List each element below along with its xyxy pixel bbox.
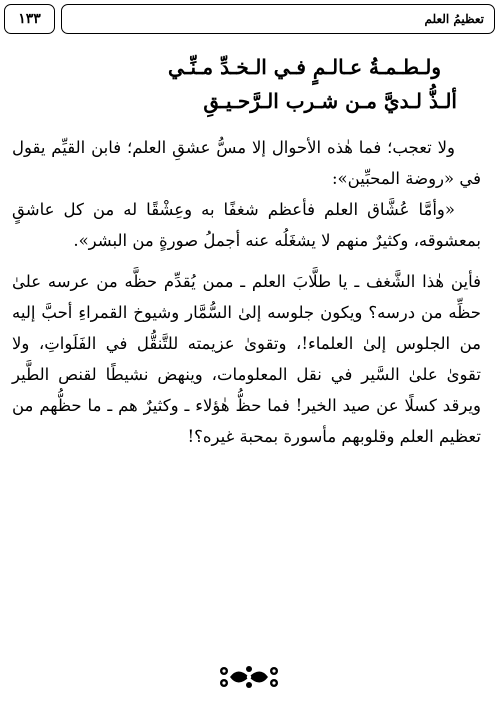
floral-ornament-icon [216,664,282,690]
page-number-box [4,4,55,34]
paragraph-3: فأين هٰذا الشَّغف ـ يا طلَّابَ العلم ـ ممن يُقدِّم حظَّه من عرسه علىٰ حظِّه من درسه؟ ويكون جلوسه إلىٰ السُّمَّار وشيوخ القمراءِ أحبَّ إليه من الجلوس إلىٰ العلماء!، وتقوىٰ عزيمته للتَّنقُّل في الفَلَواتِ، ولا تقوىٰ علىٰ السَّير في نقل المعلومات، وينهض نشيطًا لقنص الطَّير ويرقد كسلًا عن صيد الخير! فما حظُّ هٰؤلاء ـ وكثيرٌ هم ـ ما حظُّهم من تعظيم العلم وقلوبهم مأسورة بمحبة غيره؟! [12,272,481,446]
verse-line-2: ألـذُّ لـديَّ مـن شـرب الـرَّحـيـقِ [203,89,457,113]
running-title-box [61,4,495,34]
paragraph-1: ولا تعجب؛ فما هٰذه الأحوال إلا مسُّ عشقِ العلم؛ فابن القيِّم يقول في «روضة المحبِّين»: [12,138,481,188]
verse-line-1: ولـطـمـةُ عـالـمٍ فـي الـخـدِّ مـنِّـي [167,55,441,79]
running-title: تعظيمُ العلم [424,12,484,26]
page-number: ١٣٣ [18,11,41,27]
poem-verse [12,50,469,118]
quote-paragraph: «وأمَّا عُشَّاق العلم فأعظم شغفًا به وعِشْقًا له من كل عاشقٍ بمعشوقه، وكثيرٌ منهم لا يشغَلُه عنه أجملُ صورةٍ من البشر». [12,200,481,250]
page-header [4,4,495,34]
page-content [12,50,481,452]
